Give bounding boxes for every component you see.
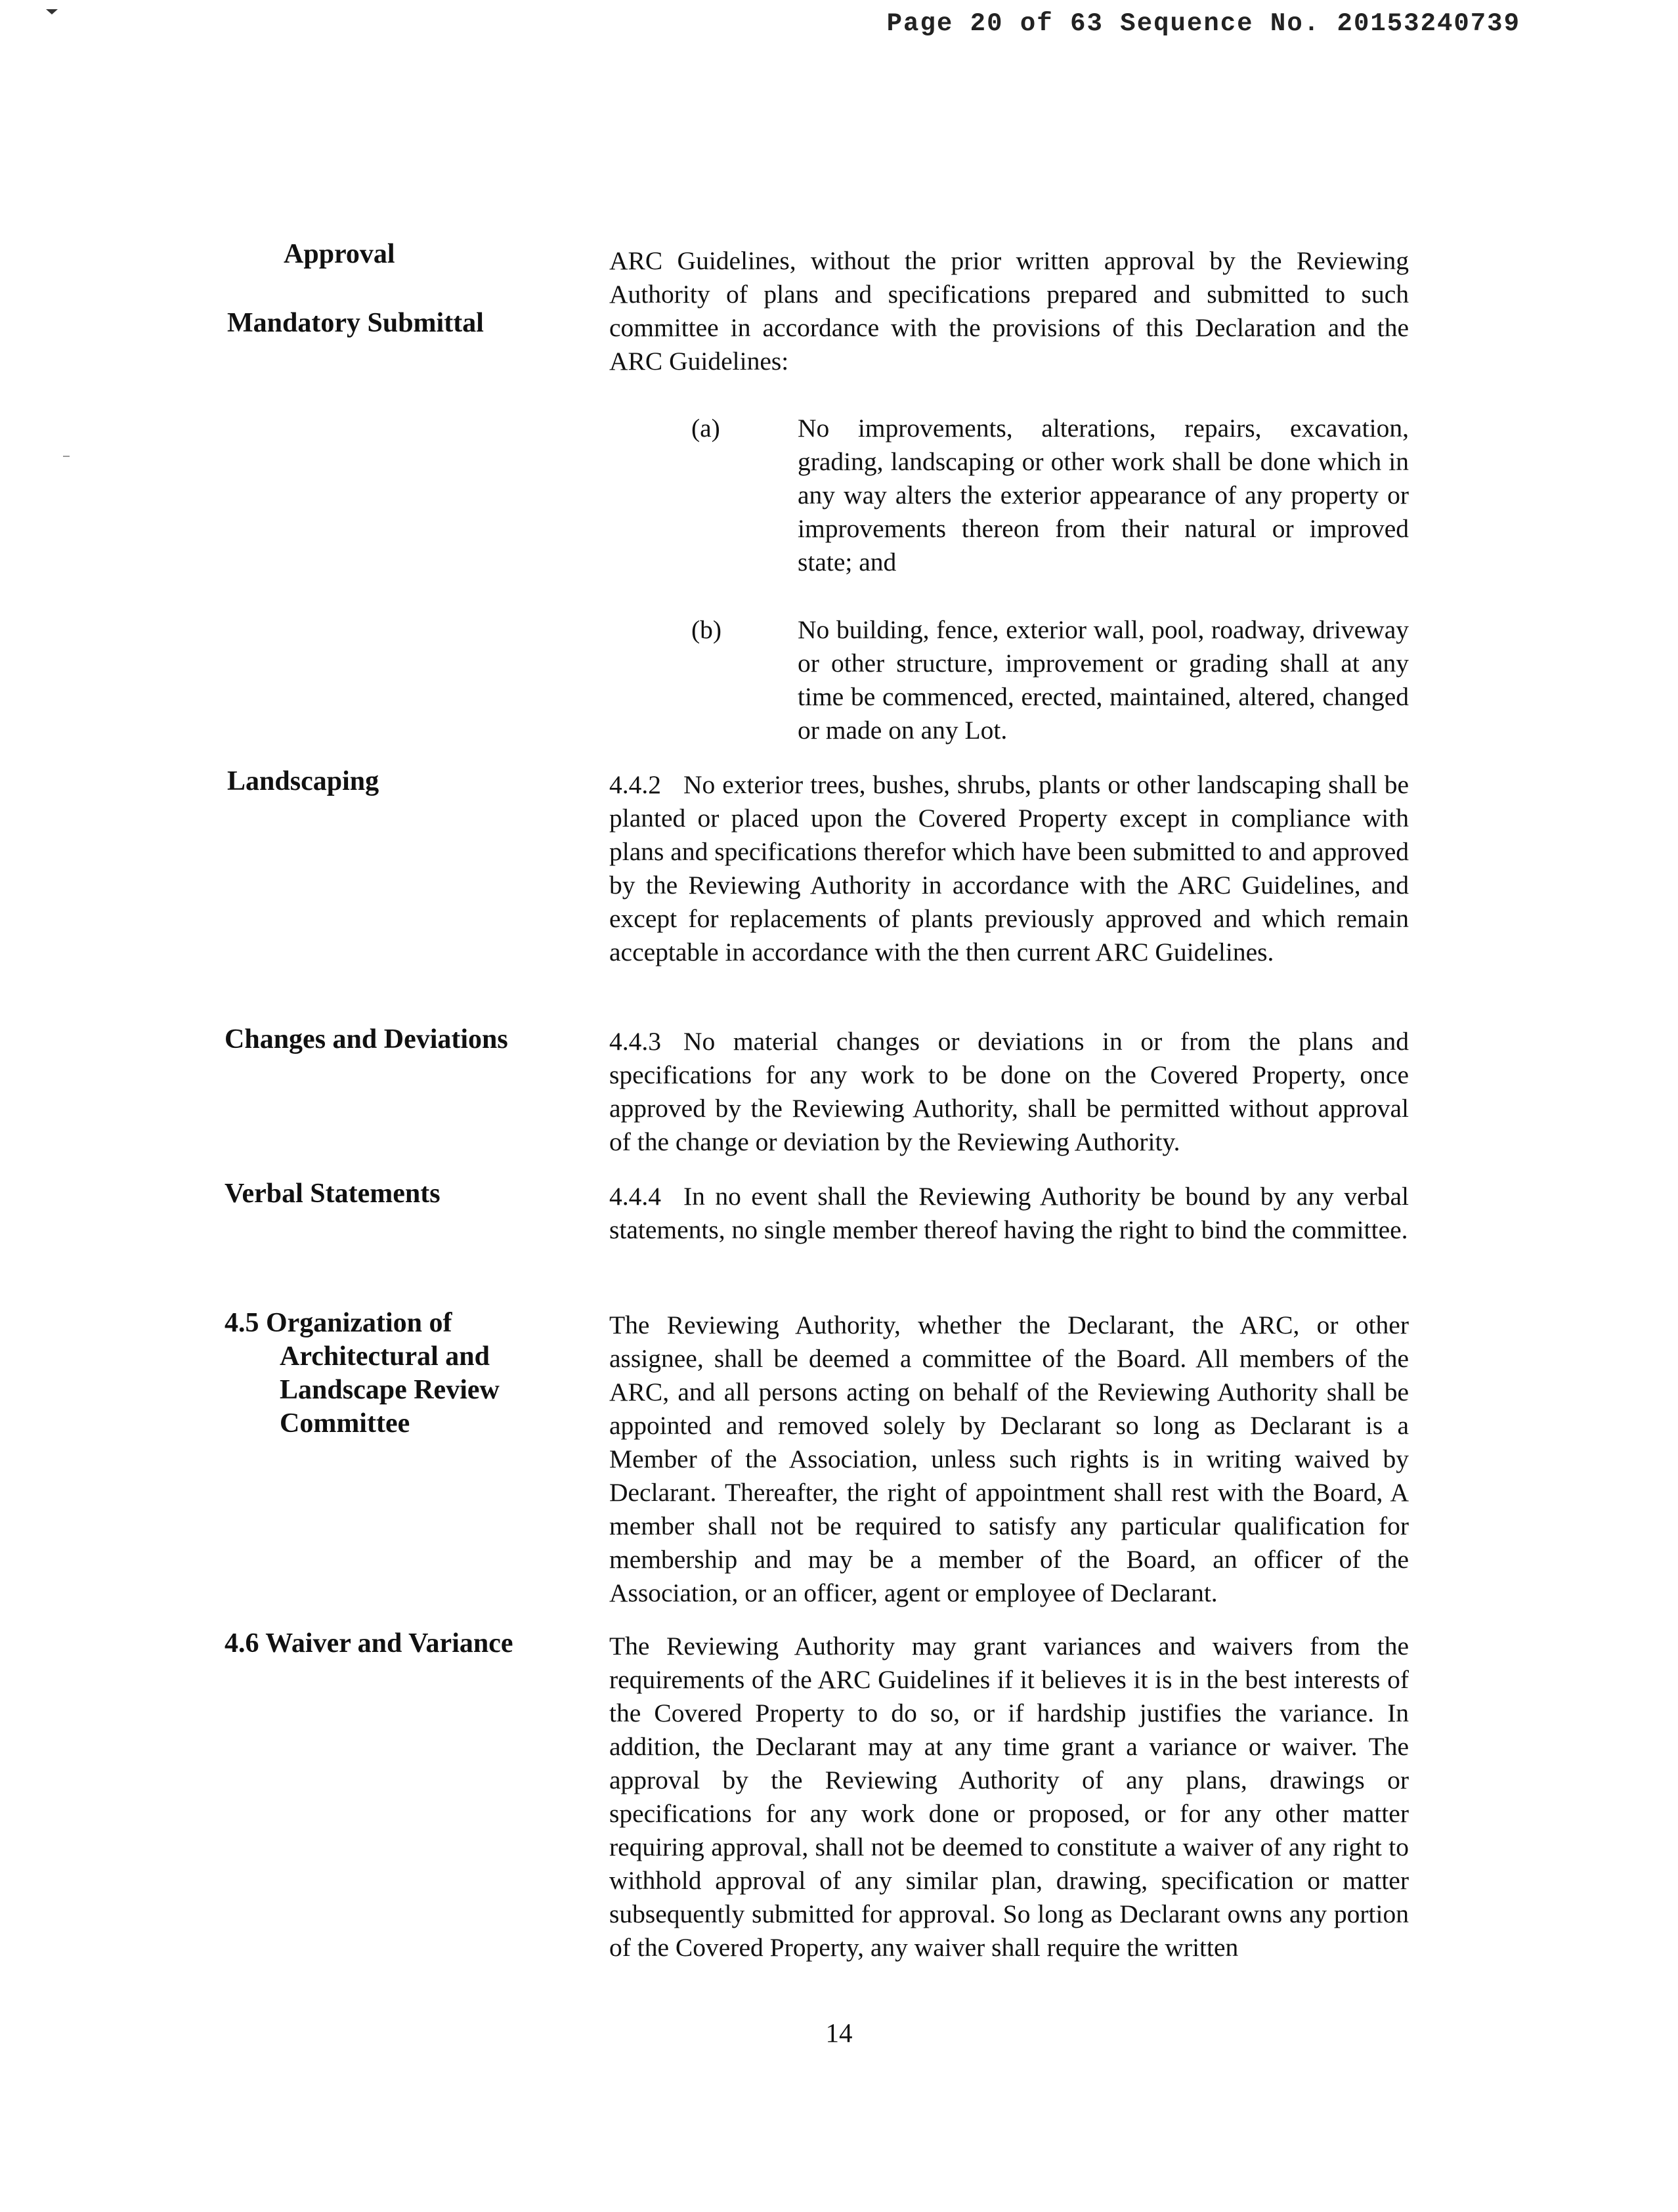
section-text: No exterior trees, bushes, shrubs, plants or other landscaping shall be planted or placed upon the Covered Property except in compliance with plans and specifications therefor which have been submitted to and approved by the Reviewing Authority in accordance with the ARC Guidelines, and except for replacements of plants previously approved and which remain acceptable in accordance with the then current ARC Guidelines.	[609, 770, 1409, 966]
heading-waiver-variance: 4.6 Waiver and Variance	[225, 1628, 513, 1659]
heading-approval: Approval	[284, 239, 395, 269]
section-4-4-2	[609, 768, 1409, 969]
page-sequence-header: Page 20 of 63 Sequence No. 20153240739	[886, 9, 1520, 38]
page-number: 14	[825, 2018, 853, 2048]
heading-verbal-statements: Verbal Statements	[225, 1179, 441, 1209]
heading-organization-line1: 4.5 Organization of	[225, 1308, 452, 1338]
section-4-4-4	[609, 1180, 1409, 1247]
section-number: 4.4.4	[609, 1182, 661, 1211]
section-number: 4.4.3	[609, 1027, 661, 1056]
heading-landscaping: Landscaping	[227, 766, 379, 796]
heading-organization	[225, 1307, 566, 1441]
section-text: In no event shall the Reviewing Authority be bound by any verbal statements, no single member thereof having the right to bind the committee.	[609, 1182, 1409, 1244]
section-4-5-text: The Reviewing Authority, whether the Declarant, the ARC, or other assignee, shall be deemed a committee of the Board. All members of the ARC, and all persons acting on behalf of the Reviewing Authority shall be appointed and removed solely by Declarant so long as Declarant is a Member of the Association, unless such rights is in writing waived by Declarant. Thereafter, the right of appointment shall rest with the Board, A member shall not be required to satisfy any particular qualification for membership and may be a member of the Board, an officer of the Association, or an officer, agent or employee of Declarant.	[609, 1311, 1409, 1607]
corner-mark-icon	[46, 9, 58, 14]
section-4-4-3	[609, 1025, 1409, 1159]
item-a-label: (a)	[691, 414, 720, 443]
section-text: No material changes or deviations in or from the plans and specifications for any work to be done on the Covered Property, once approved by the Reviewing Authority, shall be permitted without approval of the change or deviation by the Reviewing Authority.	[609, 1027, 1409, 1156]
heading-changes-deviations: Changes and Deviations	[225, 1024, 508, 1054]
item-b-label: (b)	[691, 615, 722, 644]
section-4-6-text: The Reviewing Authority may grant variances and waivers from the requirements of the ARC Guidelines if it believes it is in the best interests of the Covered Property to do so, or if hardship justifies the variance. In addition, the Declarant may at any time grant a variance or waiver. The approval by the Reviewing Authority of any plans, drawings or specifications for any work done or proposed, or for any other matter requiring approval, shall not be deemed to constitute a waiver of any right to withhold approval of any similar plan, drawing, specification or matter subsequently submitted for approval. So long as Declarant owns any portion of the Covered Property, any waiver shall require the written	[609, 1632, 1409, 1962]
heading-organization-line2: Architectural and	[280, 1341, 490, 1372]
heading-organization-line4: Committee	[280, 1408, 410, 1439]
intro-paragraph: ARC Guidelines, without the prior written approval by the Reviewing Authority of plans and specifications prepared and submitted to such committee in accordance with the provisions of this Declaration and the ARC Guidelines:	[609, 246, 1409, 376]
heading-mandatory-submittal: Mandatory Submittal	[227, 308, 484, 338]
item-a-text: No improvements, alterations, repairs, excavation, grading, landscaping or other work shall be done which in any way alters the exterior appearance of any property or improvements thereon from their natural or improved state; and	[798, 414, 1409, 576]
item-b-text: No building, fence, exterior wall, pool, roadway, driveway or other structure, improvement or grading shall at any time be commenced, erected, maintained, altered, changed or made on any Lot.	[798, 615, 1409, 745]
margin-tick	[63, 456, 70, 457]
section-number: 4.4.2	[609, 770, 661, 799]
heading-organization-line3: Landscape Review	[280, 1375, 500, 1405]
